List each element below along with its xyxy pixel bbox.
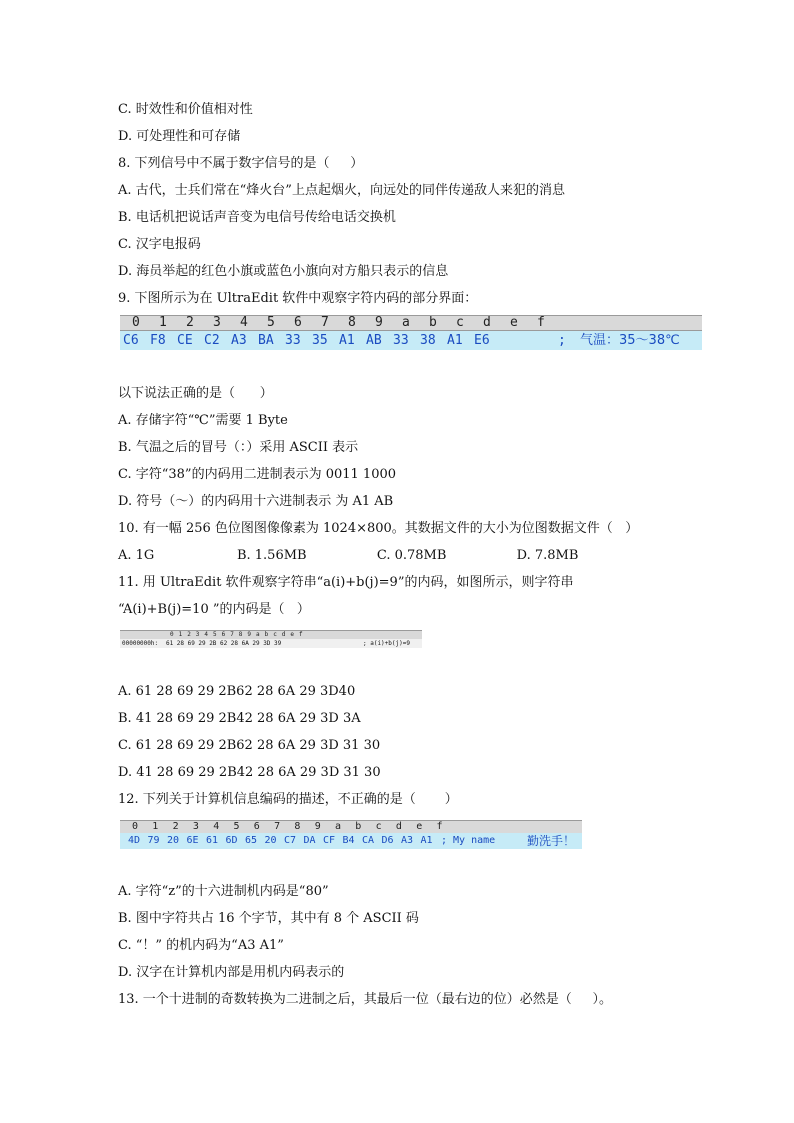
hex-column-label: 3 [192,821,199,832]
hex-column-label: 0 [132,315,140,330]
q8-option-c: C. 汉字电报码 [118,237,201,252]
hex-byte: 29 [252,640,260,647]
q11-stem: 11. 用 UltraEdit 软件观察字符串“a(i)+b(j)=9”的内码，如图所示，则字符串 [118,575,574,590]
hex-column-label: b [355,821,362,832]
hex-column-label: 2 [186,315,194,330]
hex-column-label: 4 [240,315,248,330]
hex-column-label: 1 [178,631,183,638]
q9-option-a: A. 存储字符“℃”需要 1 Byte [118,413,288,428]
q12-stem: 12. 下列关于计算机信息编码的描述，不正确的是（ ） [118,792,458,807]
q11-stem-cont: “A(i)+B(j)=10 ”的内码是（ ） [118,602,310,617]
hex-byte-row [120,639,422,648]
hex-byte: 33 [393,333,409,348]
hex-header-row [120,820,582,834]
hex-column-label: b [429,315,437,330]
hex-column-label: 6 [294,315,302,330]
hex-column-label: 6 [253,821,260,832]
q9-prompt: 以下说法正确的是（ ） [118,386,273,401]
hex-column-label: 4 [213,821,220,832]
hex-byte: D6 [381,835,394,846]
hex-byte: 2B [209,640,217,647]
q8-option-d: D. 海员举起的红色小旗或蓝色小旗向对方船只表示的信息 [118,264,449,279]
q10-options: A. 1G B. 1.56MB C. 0.78MB D. 7.8MB [118,548,579,563]
hex-column-label: 8 [348,315,356,330]
hex-column-label: 6 [221,631,226,638]
q11-option-b: B. 41 28 69 29 2B42 28 6A 29 3D 3A [118,711,361,726]
hex-byte: 28 [230,640,239,647]
hex-column-label: d [483,315,491,330]
hex-column-label: 0 [132,821,139,832]
hex-byte: 61 [166,640,174,647]
hex-byte: A1 [339,333,355,348]
hex-byte: 6E [186,835,199,846]
hex-byte: DA [303,835,316,846]
q8-stem: 8. 下列信号中不属于数字信号的是（ ） [118,156,364,171]
hex-column-label: 8 [294,821,301,832]
q9-option-d: D. 符号（～）的内码用十六进制表示 为 A1 AB [118,494,394,509]
hex-byte: 28 [176,640,185,647]
hex-byte: A1 [447,333,463,348]
q9-option-c: C. 字符“38”的内码用二进制表示为 0011 1000 [118,467,397,482]
hex-byte: 33 [285,333,301,348]
hex-column-label: a [335,821,342,832]
hex-byte: 61 [206,835,219,846]
q12-option-d: D. 汉字在计算机内部是用机内码表示的 [118,965,345,980]
hex-column-label: 7 [274,821,281,832]
hex-byte: BA [258,333,274,348]
hex-byte: 38 [420,333,436,348]
hex-column-label: d [281,631,286,638]
hex-byte: 39 [274,640,282,647]
hex-decoded-text: 勤洗手！ [527,834,576,848]
hex-column-label: 4 [204,631,209,638]
hex-byte: F8 [150,333,166,348]
hex-column-label: 2 [172,821,179,832]
q9-option-b: B. 气温之后的冒号（：）采用 ASCII 表示 [118,440,359,455]
hex-byte: AB [366,333,382,348]
hex-byte: 35 [312,333,328,348]
hex-text-prefix: ; [558,333,574,348]
hex-byte: 29 [198,640,206,647]
hex-column-label: 3 [195,631,200,638]
hex-column-label: 5 [233,821,240,832]
hex-decoded-text: ; a(i)+b(j)=9 [363,640,410,647]
q7-option-c: C. 时效性和价值相对性 [118,102,253,117]
hex-column-label: c [456,315,464,330]
q12-option-c: C. “！” 的机内码为“A3 A1” [118,938,284,953]
hex-column-label: 3 [213,315,221,330]
hex-column-label: 7 [321,315,329,330]
hex-column-label: 2 [187,631,191,638]
q7-option-d: D. 可处理性和可存储 [118,129,241,144]
hex-byte: 62 [220,640,228,647]
hex-column-label: a [402,315,410,330]
hex-byte: CE [177,333,193,348]
hex-byte: 6A [241,640,249,647]
q8-option-a: A. 古代，士兵们常在“烽火台”上点起烟火，向远处的同伴传递敌人来犯的消息 [118,183,565,198]
hex-byte: 20 [167,835,180,846]
hex-column-label: 7 [230,631,234,638]
hex-column-label: d [395,821,402,832]
hex-column-label: c [273,631,277,638]
hex-byte: A1 [420,835,433,846]
q11-option-c: C. 61 28 69 29 2B62 28 6A 29 3D 31 30 [118,738,381,753]
hex-column-label: e [510,315,518,330]
hex-column-label: 9 [314,821,321,832]
hex-header-row [120,315,702,331]
hex-column-label: b [264,631,269,638]
q13-stem: 13. 一个十进制的奇数转换为二进制之后，其最后一位（最右边的位）必然是（ ）。 [118,992,612,1007]
hex-byte: 69 [187,640,195,647]
hex-column-label: 9 [247,631,252,638]
hex-column-label: 1 [159,315,167,330]
hex-byte: E6 [474,333,490,348]
q12-option-b: B. 图中字符共占 16 个字节，其中有 8 个 ASCII 码 [118,911,419,926]
q9-stem: 9. 下图所示为在 UltraEdit 软件中观察字符内码的部分界面： [118,291,478,306]
hex-address: 00000000h: [122,640,159,647]
hex-byte-row [120,331,702,350]
hex-byte: CA [362,835,375,846]
hex-byte: 3D [263,640,271,647]
hex-column-label: 0 [170,631,174,638]
hex-byte: C2 [204,333,220,348]
hex-column-label: 8 [238,631,243,638]
hex-byte-row [120,833,582,849]
hex-byte: CF [323,835,336,846]
q11-option-d: D. 41 28 69 29 2B42 28 6A 29 3D 31 30 [118,765,381,780]
hex-byte: C6 [123,333,139,348]
hex-column-label: f [436,821,443,832]
hex-text-prefix: ; My name [441,835,502,846]
hex-byte: A3 [231,333,247,348]
hex-column-label: 1 [152,821,159,832]
hex-column-label: 5 [267,315,275,330]
hex-column-label: 9 [375,315,383,330]
hex-decoded-text: 气温：35～38℃ [580,333,680,348]
hex-byte: A3 [401,835,414,846]
hex-byte: 65 [245,835,258,846]
q8-option-b: B. 电话机把说话声音变为电信号传给电话交换机 [118,210,396,225]
q12-option-a: A. 字符“z”的十六进制机内码是“80” [118,884,329,899]
hex-byte: 6D [225,835,238,846]
hex-byte: 4D [128,835,141,846]
hex-byte: 79 [147,835,160,846]
hex-column-label: e [416,821,423,832]
hex-column-label: 5 [213,631,217,638]
q11-option-a: A. 61 28 69 29 2B62 28 6A 29 3D40 [118,684,356,699]
hex-column-label: f [537,315,545,330]
hex-column-label: a [256,631,260,638]
hex-column-label: e [290,631,295,638]
hex-byte: 20 [264,835,277,846]
q10-stem: 10. 有一幅 256 色位图图像像素为 1024×800。其数据文件的大小为位图数据文件（ ） [118,521,639,536]
hex-column-label: f [299,631,303,638]
hex-byte: B4 [342,835,355,846]
hex-byte: C7 [284,835,297,846]
hex-column-label: c [375,821,382,832]
